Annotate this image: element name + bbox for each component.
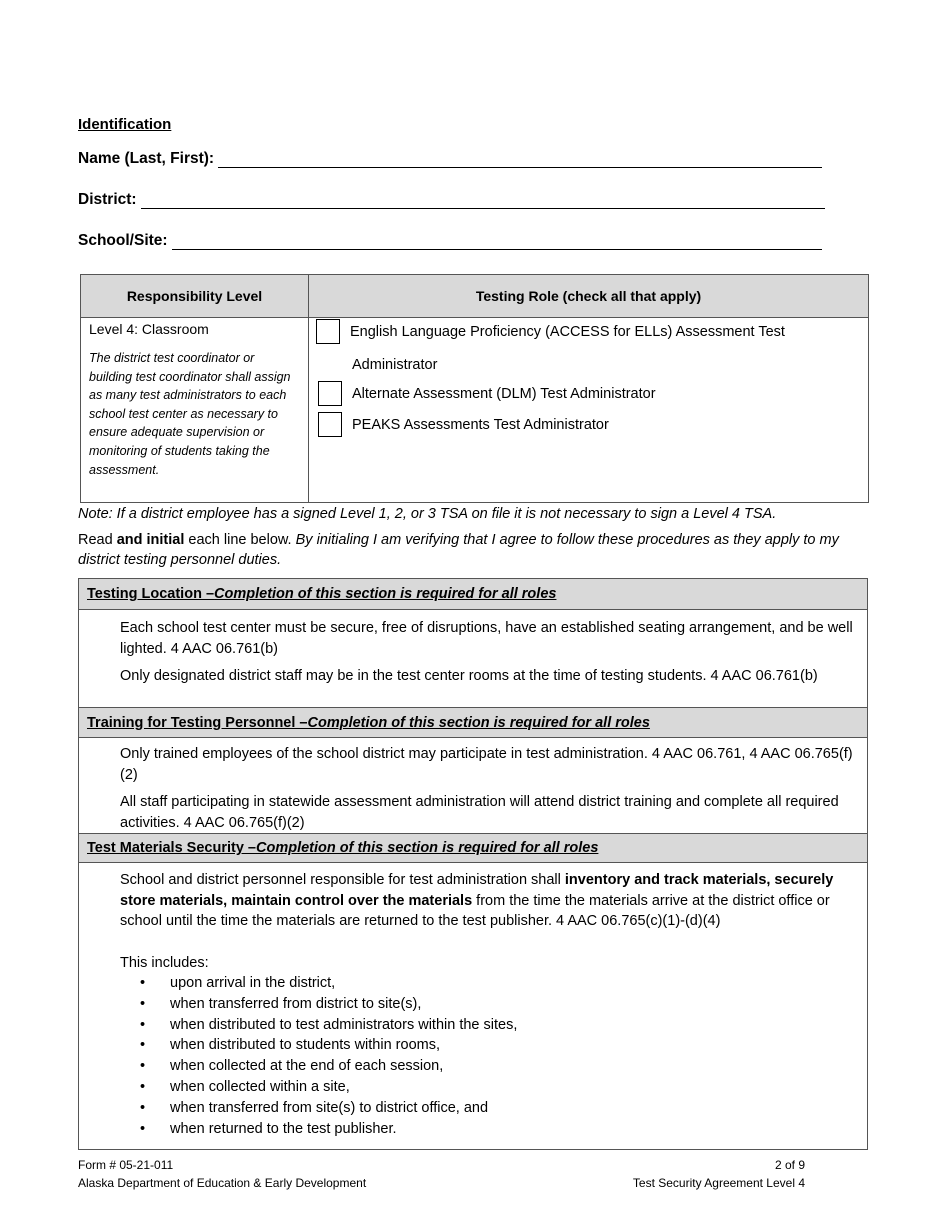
testing-location-item-2: Only designated district staff may be in the test center rooms at the time of testing students. 4 AAC 06.761(b) <box>120 668 818 684</box>
level-description: The district test coordinator or building test coordinator shall assign as many test administrators to each school test center as necessary to ensure adequate supervision or monitoring of students taking the assessment. <box>89 351 291 477</box>
access-role-label: English Language Proficiency (ACCESS for ELLs) Assessment Test <box>350 323 785 340</box>
name-input-line[interactable] <box>218 153 822 168</box>
materials-security-subtitle: Completion of this section is required for all roles <box>255 840 599 856</box>
list-item: • when distributed to students within rooms, <box>140 1037 440 1054</box>
role-option-peaks[interactable] <box>318 412 609 437</box>
testing-location-subtitle: Completion of this section is required for all roles <box>214 586 557 602</box>
read-pre: Read <box>78 532 117 548</box>
responsibility-level-header: Responsibility Level <box>81 275 309 317</box>
name-field[interactable] <box>78 150 822 168</box>
column-divider <box>308 317 309 502</box>
read-bold: and initial <box>116 532 185 548</box>
peaks-role-checkbox[interactable] <box>318 412 342 437</box>
district-label: District: <box>78 191 137 208</box>
includes-label: This includes: <box>120 955 209 971</box>
read-mid: each line below. <box>184 532 296 548</box>
role-option-access[interactable] <box>316 319 785 344</box>
list-item: • upon arrival in the district, <box>140 975 336 991</box>
intro-post: from the time the materials arrive at the district office or school until the time the materials are returned to the test publisher. 4 AAC 06.765(c)(1)-(d)(4) <box>120 892 830 929</box>
footer-form-number: Form # 05-21-011 <box>78 1158 174 1172</box>
read-instruction <box>78 530 868 570</box>
intro-bold: inventory and track materials, securely store materials, maintain control over the materials <box>120 872 834 909</box>
training-item-1: Only trained employees of the school district may participate in test administration. 4 AAC 06.761, 4 AAC 06.765(f)(2) <box>120 746 853 783</box>
read-italic: By initialing I am verifying that I agree to follow these procedures as they apply to my district testing personnel duties. <box>78 532 839 568</box>
materials-bullet-list <box>140 973 517 1139</box>
training-subtitle: Completion of this section is required for all roles <box>307 714 650 731</box>
district-field[interactable] <box>78 191 825 209</box>
access-role-label-cont: Administrator <box>352 357 438 373</box>
dlm-role-label: Alternate Assessment (DLM) Test Administrator <box>352 385 656 402</box>
list-item: • when transferred from district to site(s), <box>140 995 422 1012</box>
district-input-line[interactable] <box>141 194 825 209</box>
materials-security-header <box>78 833 868 863</box>
testing-location-item-1: Each school test center must be secure, free of disruptions, have an established seating arrangement, and be well lighted. 4 AAC 06.761(b) <box>120 620 853 657</box>
training-title: Training for Testing Personnel – <box>87 714 308 731</box>
list-item: • when collected at the end of each session, <box>140 1058 444 1075</box>
peaks-role-label: PEAKS Assessments Test Administrator <box>352 416 609 433</box>
list-item: • when transferred from site(s) to district office, and <box>140 1099 489 1116</box>
school-label: School/Site: <box>78 232 168 249</box>
school-input-line[interactable] <box>172 235 822 250</box>
list-item: • when collected within a site, <box>140 1078 350 1095</box>
role-option-dlm[interactable] <box>318 381 656 406</box>
intro-pre: School and district personnel responsible for test administration shall <box>120 872 565 888</box>
materials-security-intro <box>120 870 862 932</box>
footer-page-number: 2 of 9 <box>774 1158 805 1172</box>
access-role-checkbox[interactable] <box>316 319 340 344</box>
level-title: Level 4: Classroom <box>89 321 209 337</box>
training-item-2: All staff participating in statewide assessment administration will attend district training and complete all required activities. 4 AAC 06.765(f)(2) <box>120 794 839 831</box>
dlm-role-checkbox[interactable] <box>318 381 342 406</box>
tsa-note: Note: If a district employee has a signed Level 1, 2, or 3 TSA on file it is not necessary to sign a Level 4 TSA. <box>78 506 777 522</box>
list-item: • when distributed to test administrators within the sites, <box>140 1016 518 1033</box>
materials-security-title: Test Materials Security – <box>87 840 256 856</box>
role-table-header <box>81 275 868 318</box>
school-field[interactable] <box>78 232 822 250</box>
training-header <box>78 707 868 738</box>
testing-role-header: Testing Role (check all that apply) <box>475 288 702 304</box>
testing-location-title: Testing Location – <box>87 586 215 602</box>
footer-agency: Alaska Department of Education & Early Development <box>78 1176 367 1190</box>
testing-location-header <box>78 578 868 610</box>
list-item: • when returned to the test publisher. <box>140 1120 397 1137</box>
footer-doc-title: Test Security Agreement Level 4 <box>632 1176 805 1190</box>
name-label: Name (Last, First): <box>78 150 215 167</box>
identification-heading: Identification <box>78 116 172 133</box>
